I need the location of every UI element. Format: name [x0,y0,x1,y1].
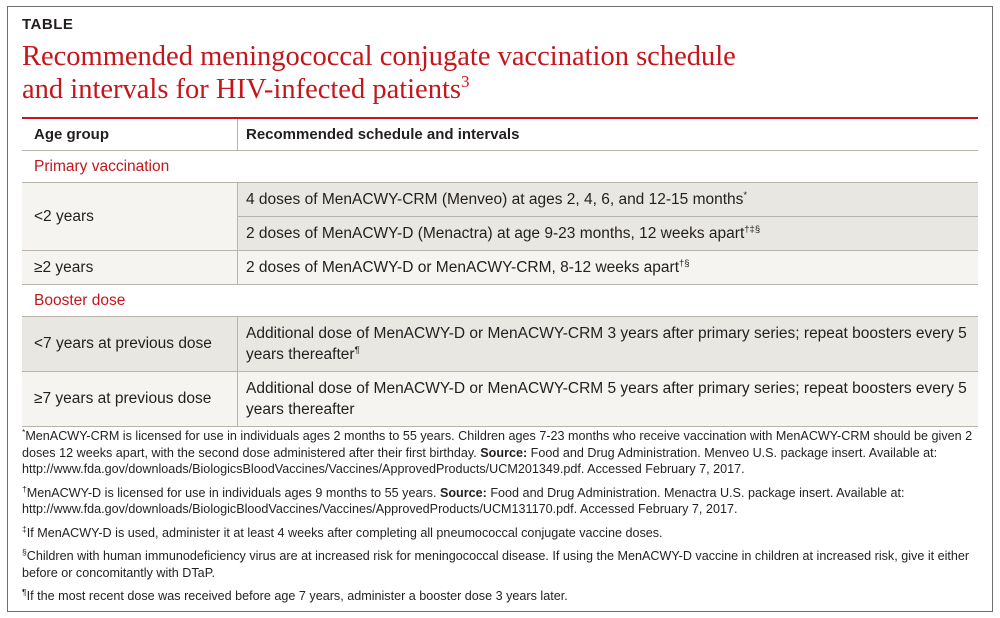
table-tag: TABLE [22,16,74,33]
footnote-mark: † [22,483,27,494]
footnote-mark: ‡ [22,523,27,534]
footnote-mark: * [22,427,26,437]
section-primary-vaccination: Primary vaccination [22,151,978,183]
title-line-2: and intervals for HIV-infected patients [22,74,461,105]
schedule-entry [238,251,978,284]
schedule-text: 2 doses of MenACWY-D (Menactra) at age 9-23 months, 12 weeks apart [246,225,745,242]
footnote-mark: †‡§ [744,224,761,235]
footnote-text: Food and Drug Administration. Menactra U.S. package insert. Available at: http://www.fda.gov/downloads/BiologicBloodVaccines/Vaccines/ApprovedProducts/UCM131170.pdf. Accessed February 7, 2017. [22,485,905,516]
footnote-text: If the most recent dose was received before age 7 years, administer a booster dose 3 years later. [26,589,568,603]
footnote-source-label: Source: [480,445,528,460]
column-header-schedule: Recommended schedule and intervals [237,119,978,150]
footnotes [22,428,978,612]
schedule-text: Additional dose of MenACWY-D or MenACWY-CRM 3 years after primary series; repeat boosters every 5 years thereafter [246,325,967,363]
schedule-cell [237,183,978,250]
age-cell: ≥2 years [34,258,94,276]
footnote [22,548,978,581]
schedule-entry [238,183,978,216]
schedule-text: 2 doses of MenACWY-D or MenACWY-CRM, 8-12 weeks apart [246,259,680,276]
footnote-text: If MenACWY-D is used, administer it at least 4 weeks after completing all pneumococcal conjugate vaccine doses. [26,525,663,540]
age-cell: <7 years at previous dose [34,335,212,352]
footnote [22,485,978,518]
schedule-cell [237,251,978,284]
footnote [22,428,978,478]
footnote [22,588,978,605]
footnote-source-label: Source: [439,485,487,500]
schedule-table [22,117,978,427]
schedule-entry [238,216,978,250]
section-booster-dose: Booster dose [22,285,978,317]
table-row-2-years-plus [22,251,978,285]
footnote [22,525,978,542]
footnote-mark: †§ [679,258,690,269]
schedule-entry [238,372,978,426]
footnote-text: Children with human immunodeficiency virus are at increased risk for meningococcal disease. If using the MenACWY-D vaccine in children at increased risk, give it either before or concomitantly with DTaP. [22,549,970,580]
table-title [22,40,922,106]
table-header-row [22,119,978,151]
schedule-text: 4 doses of MenACWY-CRM (Menveo) at ages 2, 4, 6, and 12-15 months [246,191,744,208]
table-row-7-years-plus [22,372,978,427]
footnote-mark: ¶ [22,587,27,597]
age-cell: <2 years [22,183,237,250]
title-line-1: Recommended meningococcal conjugate vaccination schedule [22,41,736,72]
footnote-mark: ¶ [354,345,360,356]
footnote-mark: * [743,190,748,201]
column-header-age-group: Age group [34,126,109,143]
table-row-under-7-years [22,317,978,372]
schedule-cell [237,317,978,371]
schedule-text: Additional dose of MenACWY-D or MenACWY-CRM 5 years after primary series; repeat boosters every 5 years thereafter [246,380,967,418]
footnote-mark: § [22,547,27,557]
footnote-text: Food and Drug Administration. Menveo U.S. package insert. Available at: http://www.fda.gov/downloads/BiologicsBloodVaccines/Vaccines/ApprovedProducts/UCM201349.pdf. Accessed February 7, 2017. [22,445,938,476]
footnote-text: MenACWY-CRM is licensed for use in individuals ages 2 months to 55 years. Children ages 7-23 months who receive vaccination with MenACWY-CRM should be given 2 doses 12 weeks apart, with the second dose administered after their first birthday. [22,429,973,460]
table-row-under-2-years [22,183,978,251]
age-cell: ≥7 years at previous dose [34,390,212,407]
title-reference: 3 [460,72,470,91]
schedule-entry [238,317,978,371]
schedule-cell [237,372,978,426]
footnote-text: MenACWY-D is licensed for use in individuals ages 9 months to 55 years. [26,485,440,500]
